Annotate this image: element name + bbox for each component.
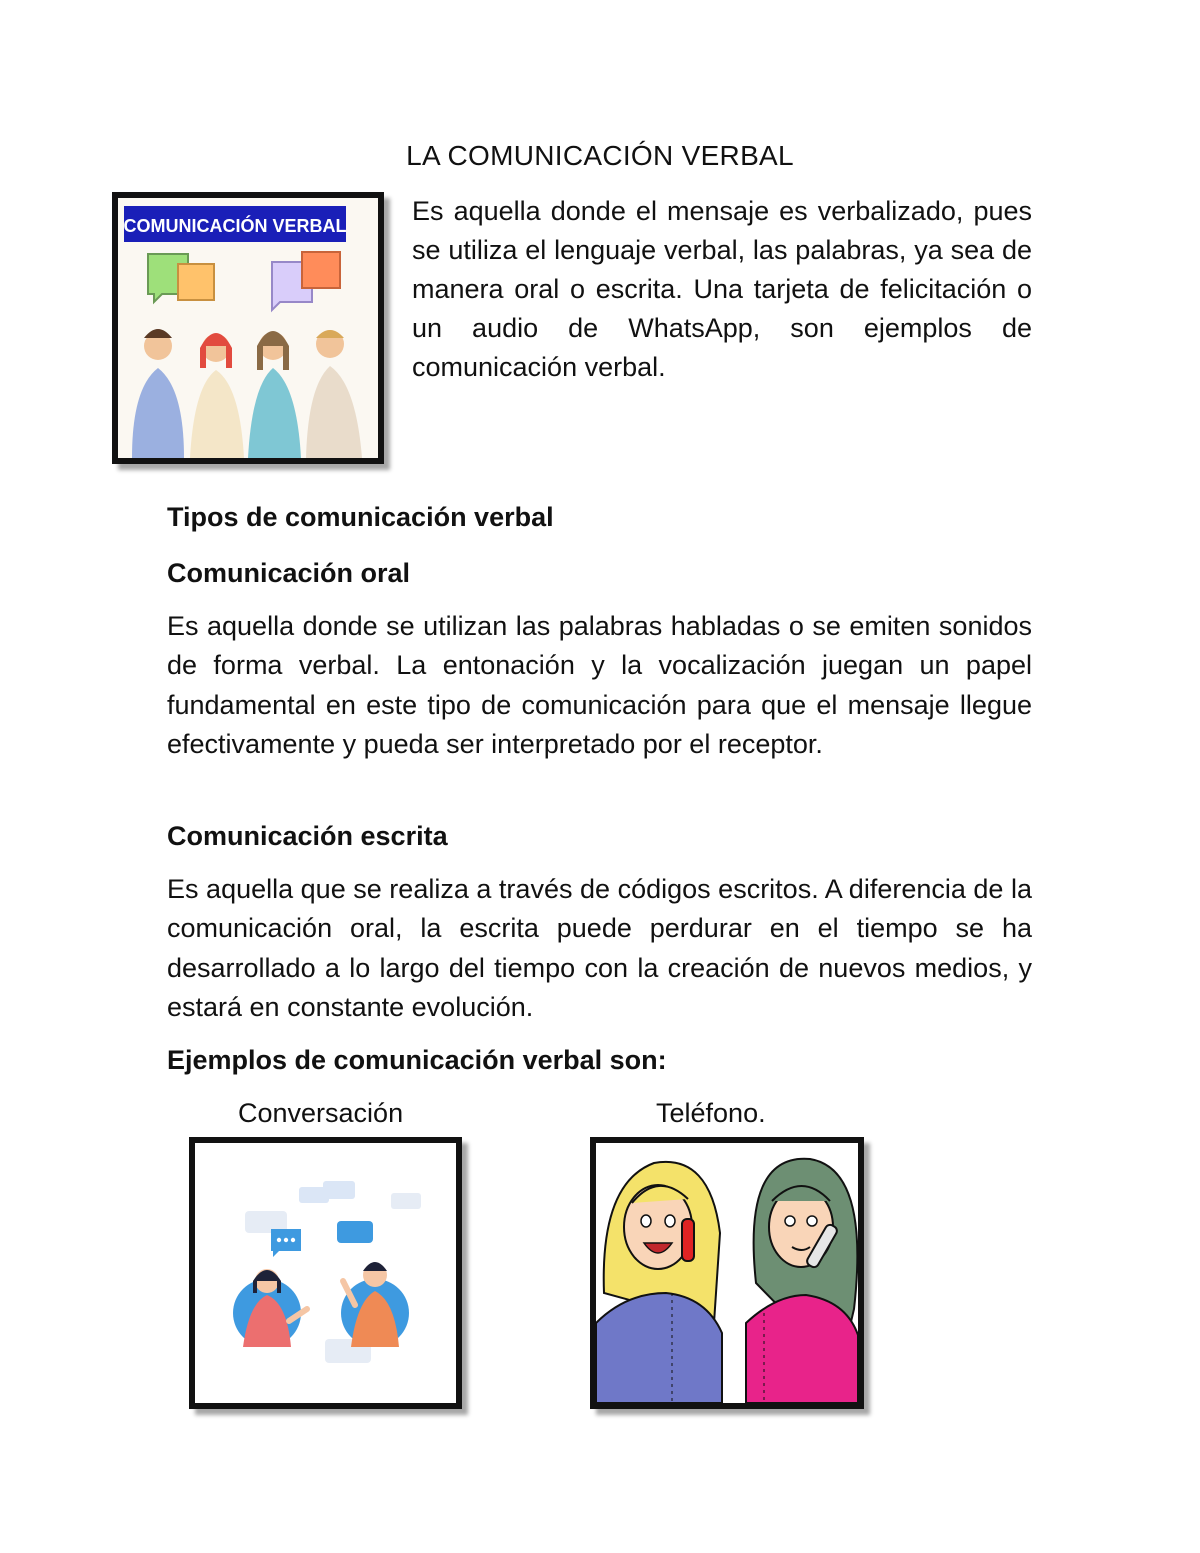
- oral-paragraph: Es aquella donde se utilizan las palabras habladas o se emiten sonidos de forma verbal. La entonación y la vocalización juegan un papel fundamental en este tipo de comunicación para que el mensaje llegue efectivamente y pueda ser interpretado por el receptor.: [167, 611, 1032, 759]
- banner-text: COMUNICACIÓN VERBAL: [123, 216, 347, 236]
- comunicacion-verbal-illustration: [112, 192, 384, 464]
- conversation-caption: Conversación: [238, 1098, 404, 1128]
- oral-heading: Comunicación oral: [167, 558, 411, 588]
- escrita-heading: Comunicación escrita: [167, 821, 448, 851]
- phone-caption: Teléfono.: [656, 1098, 766, 1128]
- escrita-paragraph: Es aquella que se realiza a través de códigos escritos. A diferencia de la comunicación oral, la escrita puede perdurar en el tiempo se ha desarrollado a lo largo del tiempo con la creación de nuevos medios, y estará en constante evolución.: [167, 874, 1032, 1022]
- page-title: LA COMUNICACIÓN VERBAL: [406, 140, 794, 171]
- intro-paragraph: Es aquella donde el mensaje es verbalizado, pues se utiliza el lenguaje verbal, las palabras, ya sea de manera oral o escrita. Una tarjeta de felicitación o un audio de WhatsApp, son ejemplos de comunicación verbal.: [412, 196, 1032, 382]
- ejemplos-heading: Ejemplos de comunicación verbal son:: [167, 1045, 667, 1075]
- telephone-illustration: [590, 1137, 864, 1409]
- conversation-illustration: [189, 1137, 462, 1409]
- tipos-heading: Tipos de comunicación verbal: [167, 502, 554, 532]
